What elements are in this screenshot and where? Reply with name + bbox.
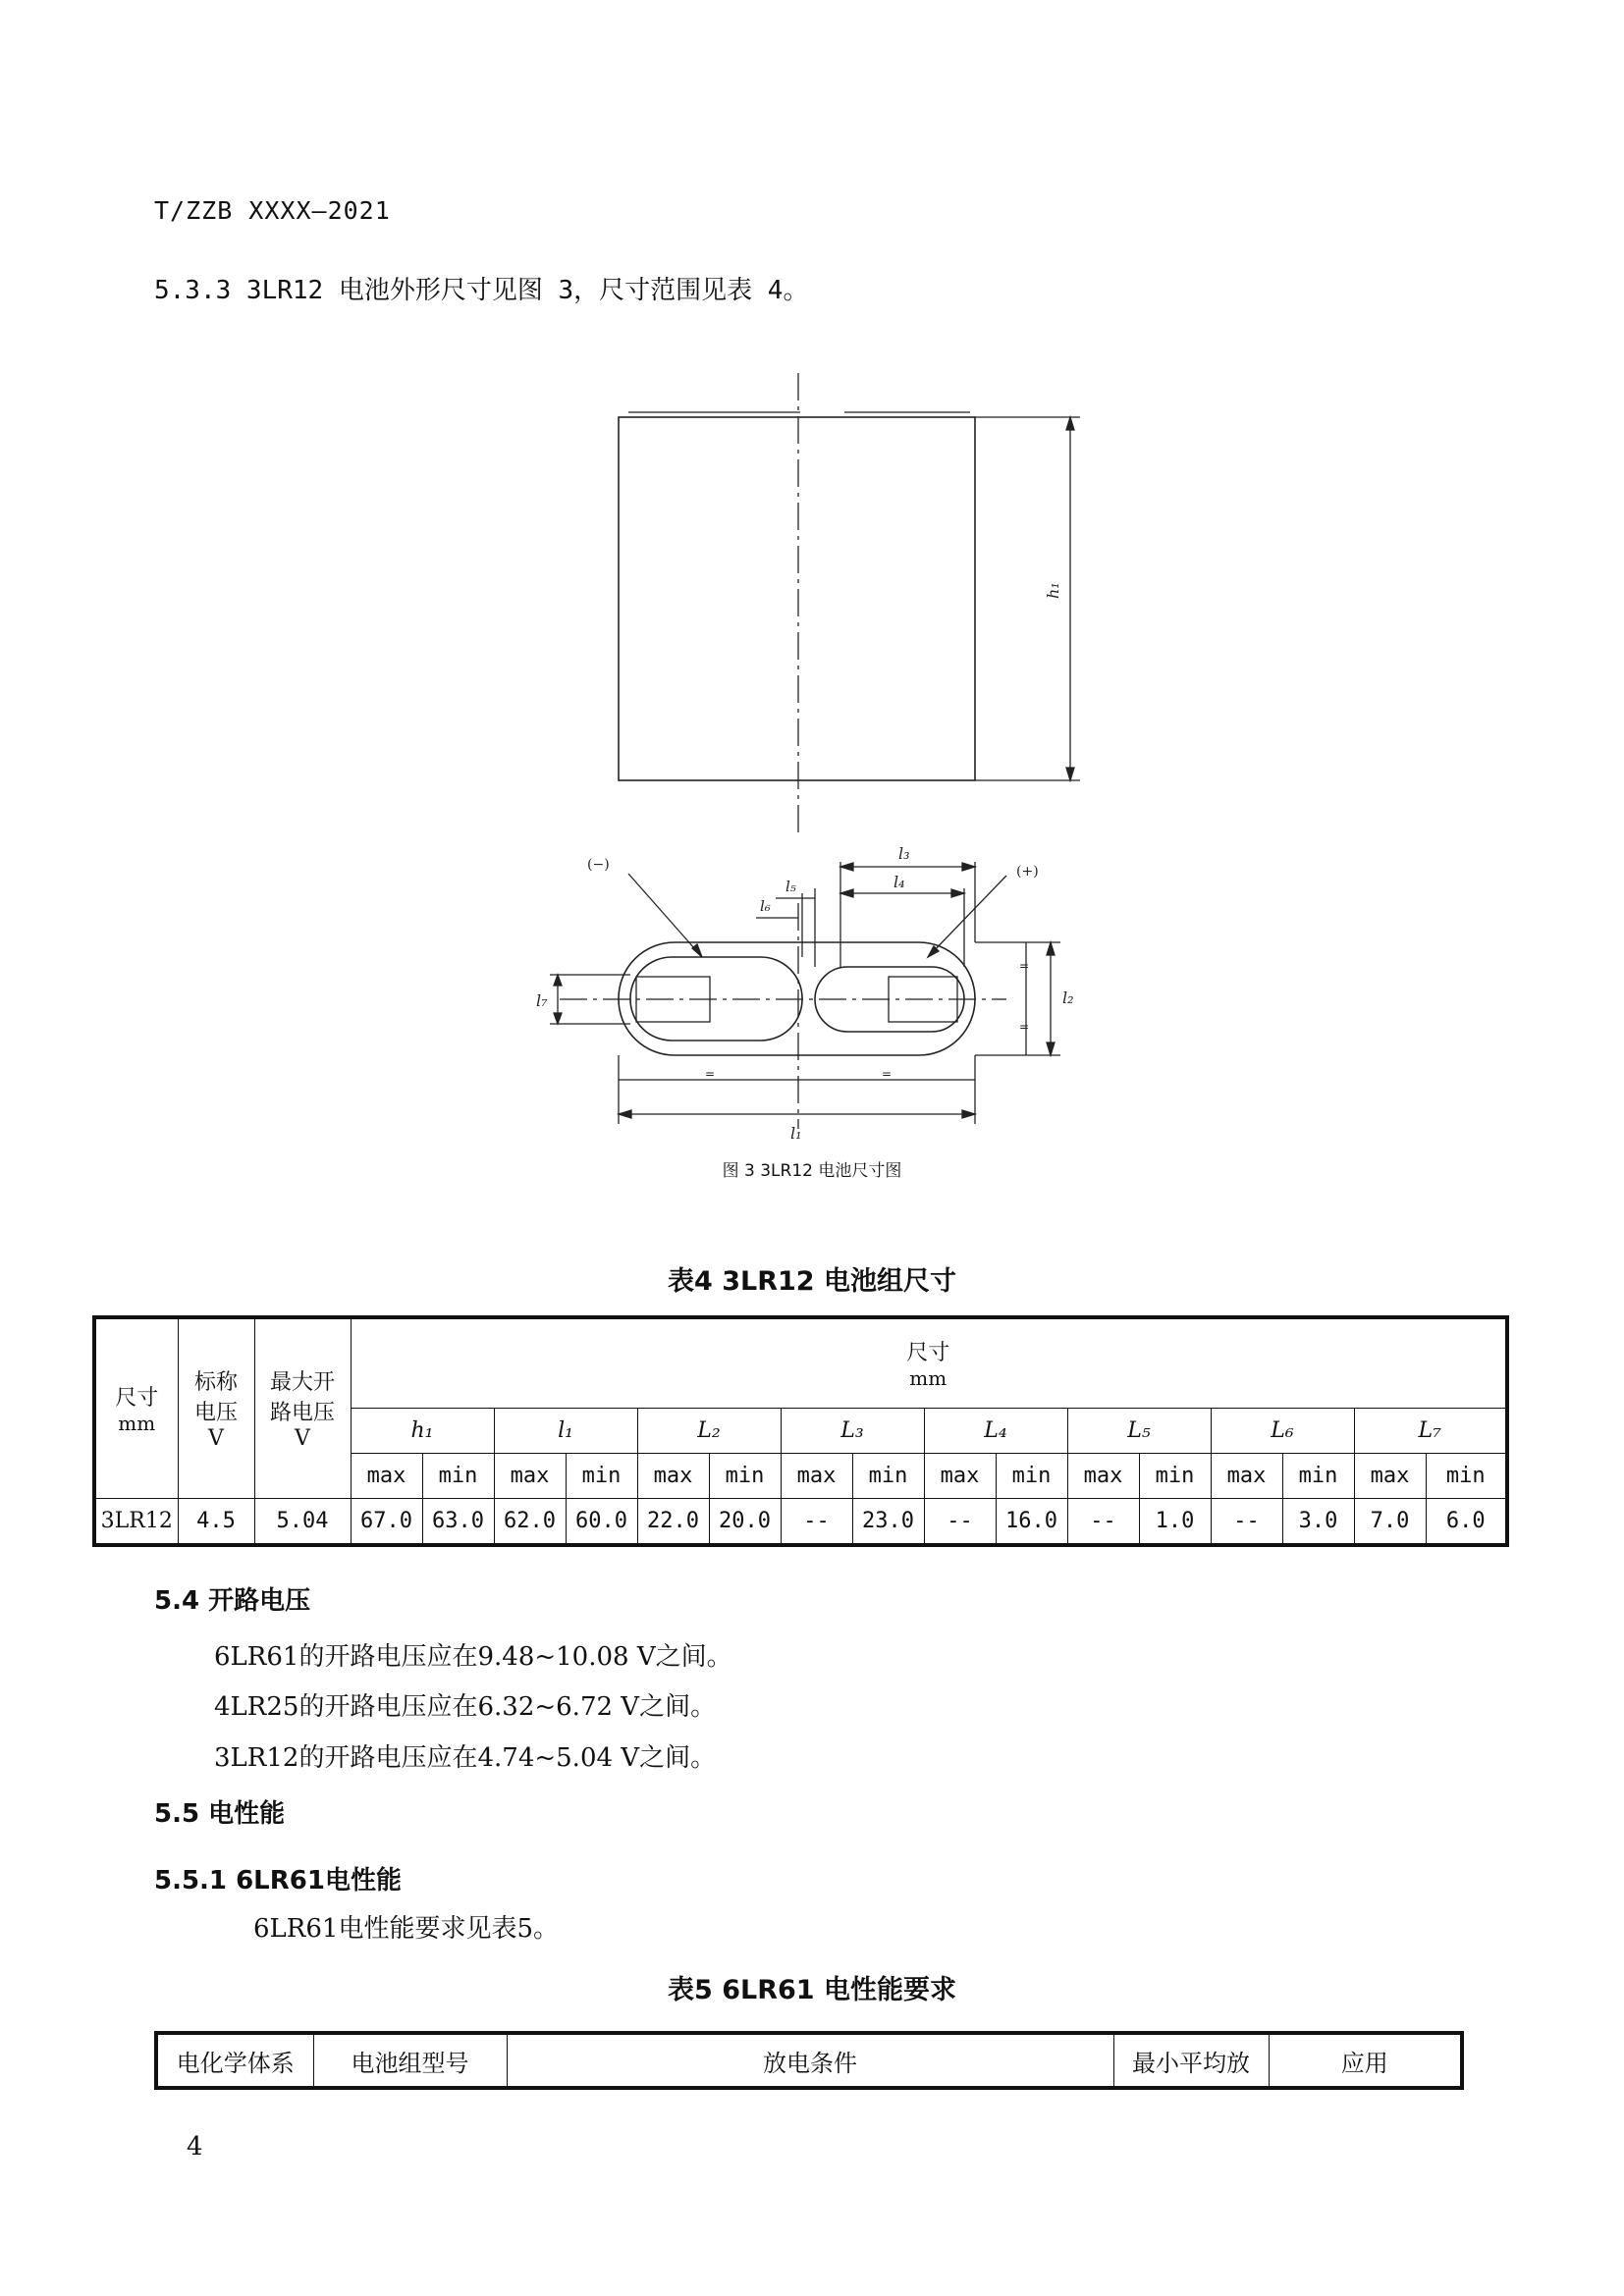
subhead-l5: L₅ xyxy=(1067,1408,1211,1453)
subhead-h1: h₁ xyxy=(351,1408,494,1453)
header-chemistry: 电化学体系 xyxy=(156,2033,313,2088)
table-header-row xyxy=(156,2033,1462,2088)
cell: 16.0 xyxy=(996,1498,1067,1545)
label-eq-right: = xyxy=(882,1067,893,1081)
header-max-ocv: 最大开 路电压 V xyxy=(254,1317,351,1498)
label-eq-top: = xyxy=(1019,959,1030,973)
label-l5: l₅ xyxy=(785,878,796,895)
cell: 20.0 xyxy=(709,1498,781,1545)
subhead-l6: L₆ xyxy=(1211,1408,1354,1453)
min-label: min xyxy=(709,1453,781,1498)
cell: 63.0 xyxy=(422,1498,494,1545)
cell: 6.0 xyxy=(1426,1498,1507,1545)
header-size: 尺寸 mm xyxy=(94,1317,178,1498)
section-5-5-heading: 5.5 电性能 xyxy=(154,1799,286,1829)
max-label: max xyxy=(1354,1453,1426,1498)
ocv-line-4lr25: 4LR25的开路电压应在6.32~6.72 V之间。 xyxy=(214,1692,717,1722)
header-dimensions: 尺寸 mm xyxy=(351,1317,1507,1408)
figure-caption: 图 3 3LR12 电池尺寸图 xyxy=(722,1161,902,1181)
header-min-average: 最小平均放 xyxy=(1113,2033,1269,2088)
max-label: max xyxy=(781,1453,852,1498)
battery-side-view xyxy=(619,417,975,780)
cell: 23.0 xyxy=(852,1498,924,1545)
label-eq-bottom: = xyxy=(1019,1020,1030,1034)
table-5 xyxy=(154,2031,1464,2090)
subhead-l3: L₃ xyxy=(781,1408,924,1453)
section-5-4-heading: 5.4 开路电压 xyxy=(154,1586,311,1616)
min-label: min xyxy=(996,1453,1067,1498)
max-label: max xyxy=(924,1453,996,1498)
cell: -- xyxy=(1211,1498,1282,1545)
min-label: min xyxy=(1282,1453,1354,1498)
label-l4: l₄ xyxy=(893,873,905,891)
max-label: max xyxy=(1211,1453,1282,1498)
document-header: T/ZZB XXXX—2021 xyxy=(154,196,391,225)
table-row xyxy=(94,1498,1507,1545)
section-5-5-1-text: 6LR61电性能要求见表5。 xyxy=(253,1914,560,1944)
page-number: 4 xyxy=(187,2132,203,2162)
label-l3: l₃ xyxy=(898,844,910,863)
label-l1: l₁ xyxy=(790,1124,802,1143)
table-4-title: 表4 3LR12 电池组尺寸 xyxy=(668,1266,956,1297)
max-label: max xyxy=(1067,1453,1139,1498)
cell: 62.0 xyxy=(494,1498,566,1545)
min-label: min xyxy=(1426,1453,1507,1498)
section-5-5-1-heading: 5.5.1 6LR61电性能 xyxy=(154,1866,402,1896)
cell: 3.0 xyxy=(1282,1498,1354,1545)
header-application: 应用 xyxy=(1269,2033,1462,2088)
subhead-l1: l₁ xyxy=(494,1408,637,1453)
ocv-line-3lr12: 3LR12的开路电压应在4.74~5.04 V之间。 xyxy=(214,1743,717,1773)
min-label: min xyxy=(852,1453,924,1498)
ocv-line-6lr61: 6LR61的开路电压应在9.48~10.08 V之间。 xyxy=(214,1642,732,1672)
table-5-title: 表5 6LR61 电性能要求 xyxy=(668,1975,956,2005)
max-label: max xyxy=(494,1453,566,1498)
cell-model: 3LR12 xyxy=(94,1498,178,1545)
cell: -- xyxy=(781,1498,852,1545)
cell: 67.0 xyxy=(351,1498,422,1545)
label-l6: l₆ xyxy=(760,897,771,915)
min-label: min xyxy=(422,1453,494,1498)
subhead-l2: L₂ xyxy=(637,1408,781,1453)
label-negative: (−) xyxy=(587,857,610,873)
table-4 xyxy=(92,1315,1509,1547)
max-label: max xyxy=(351,1453,422,1498)
header-nominal-voltage: 标称 电压 V xyxy=(178,1317,254,1498)
cell: -- xyxy=(924,1498,996,1545)
header-discharge-condition: 放电条件 xyxy=(507,2033,1113,2088)
section-5-3-3-text: 5.3.3 3LR12 电池外形尺寸见图 3，尺寸范围见表 4。 xyxy=(154,276,809,305)
header-model: 电池组型号 xyxy=(313,2033,507,2088)
min-label: min xyxy=(566,1453,637,1498)
cell: 22.0 xyxy=(637,1498,709,1545)
battery-dimension-figure xyxy=(491,363,1119,1158)
subhead-l4: L₄ xyxy=(924,1408,1067,1453)
label-l2: l₂ xyxy=(1062,988,1074,1007)
cell: 60.0 xyxy=(566,1498,637,1545)
label-eq-left: = xyxy=(705,1067,716,1081)
cell: -- xyxy=(1067,1498,1139,1545)
label-l7: l₇ xyxy=(536,991,548,1010)
label-h1: h₁ xyxy=(1044,582,1062,599)
label-positive: (+) xyxy=(1016,864,1039,880)
subhead-l7: L₇ xyxy=(1354,1408,1507,1453)
cell: 4.5 xyxy=(178,1498,254,1545)
cell: 7.0 xyxy=(1354,1498,1426,1545)
cell: 5.04 xyxy=(254,1498,351,1545)
cell: 1.0 xyxy=(1139,1498,1211,1545)
max-label: max xyxy=(637,1453,709,1498)
min-label: min xyxy=(1139,1453,1211,1498)
